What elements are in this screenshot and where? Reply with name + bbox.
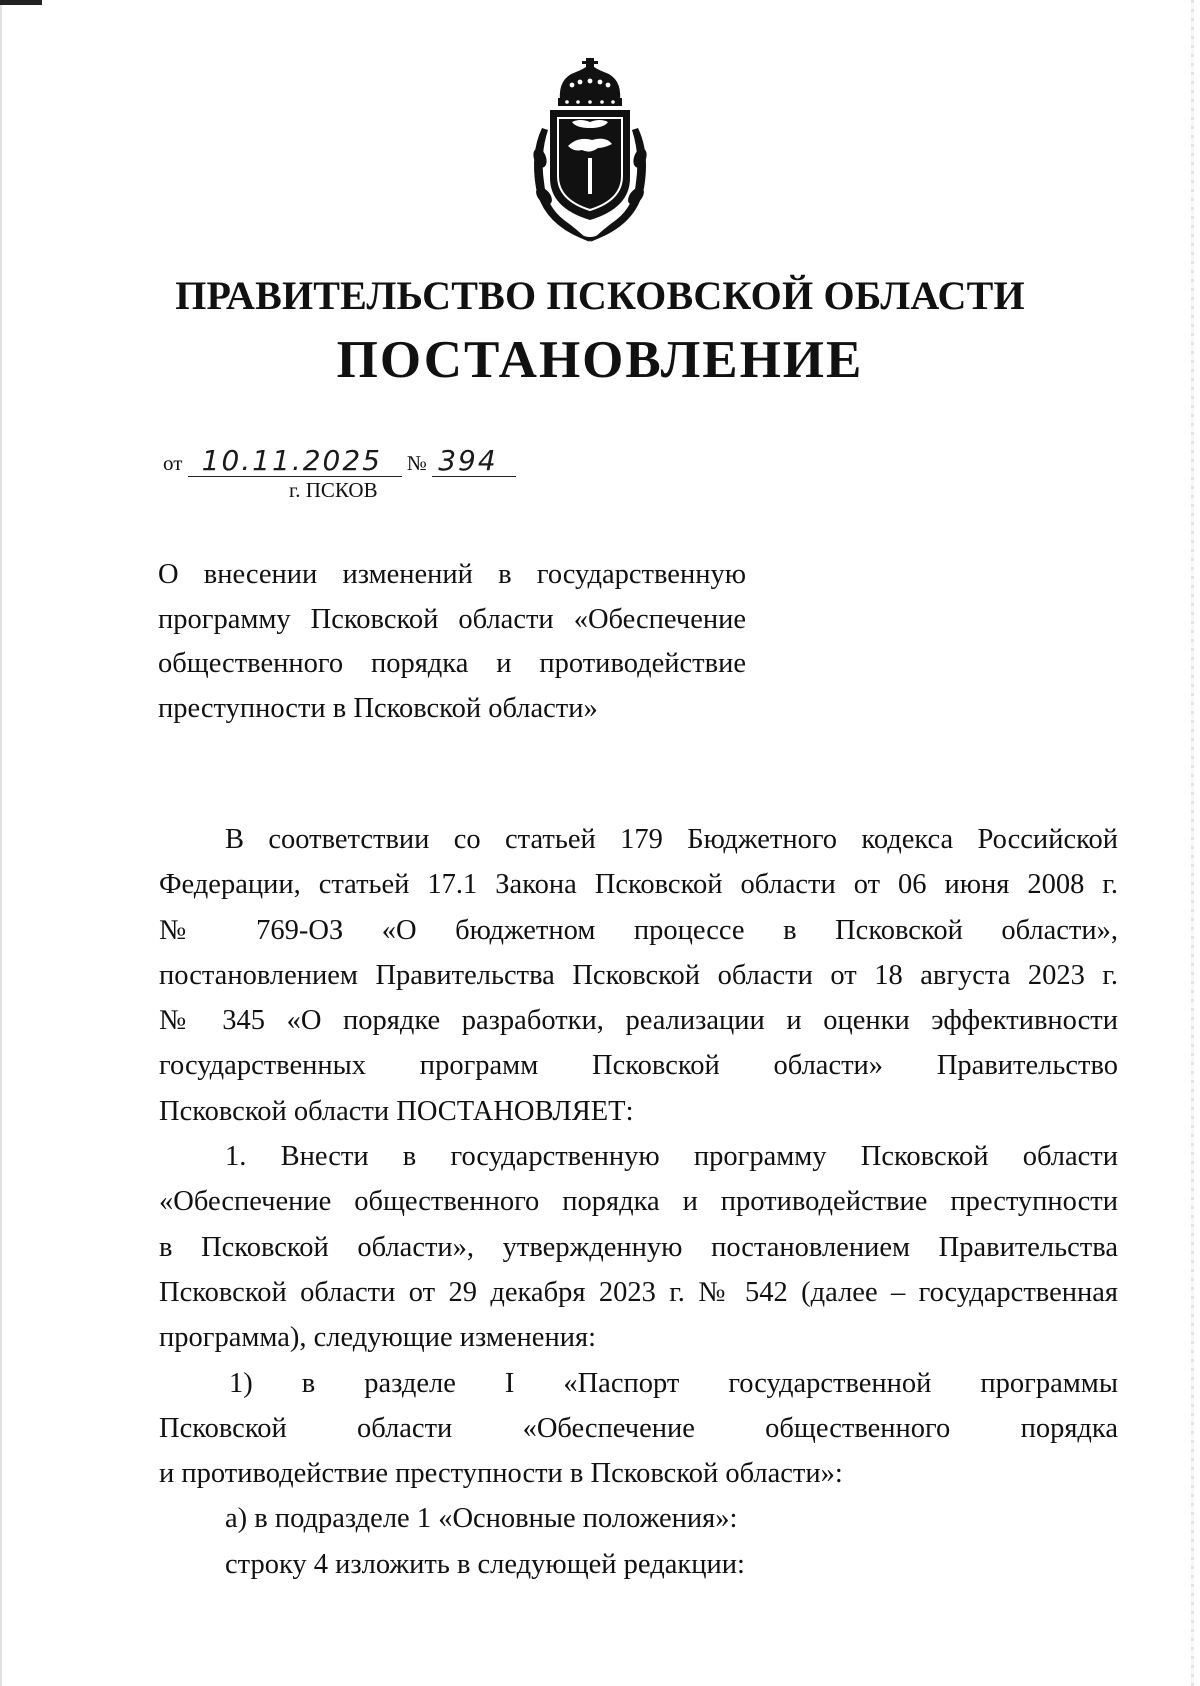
city-label: г. ПСКОВ	[289, 478, 378, 502]
body-line: Псковской области от 29 декабря 2023 г. № 542 (далее – государственная	[159, 1276, 1118, 1308]
coat-of-arms-emblem	[520, 58, 660, 248]
crown-icon	[558, 58, 622, 106]
document-body	[159, 817, 1118, 1587]
subject-line: программу Псковской области «Обеспечение	[158, 603, 746, 635]
body-line: строку 4 изложить в следующей редакции:	[225, 1548, 745, 1580]
number-value: 394	[438, 444, 498, 477]
shield-icon	[550, 110, 630, 220]
body-line: постановлением Правительства Псковской области от 18 августа 2023 г.	[159, 959, 1118, 991]
body-line: В соответствии со статьей 179 Бюджетного кодекса Российской	[225, 824, 1118, 855]
document-subject	[158, 553, 746, 731]
body-line: 1. Внести в государственную программу Псковской области	[225, 1141, 1118, 1173]
body-line: Псковской области «Обеспечение общественного порядка	[159, 1412, 1118, 1444]
body-line: 1) в разделе I «Паспорт государственной программы	[229, 1367, 1118, 1399]
number-field	[432, 444, 516, 477]
number-prefix: №	[406, 451, 427, 475]
body-line: в Псковской области», утвержденную постановлением Правительства	[159, 1231, 1118, 1263]
organization-title: ПРАВИТЕЛЬСТВО ПСКОВСКОЙ ОБЛАСТИ	[175, 273, 1025, 318]
body-line: «Обеспечение общественного порядка и противодействие преступности	[159, 1186, 1118, 1218]
scan-corner-mark	[0, 0, 42, 5]
subject-line: преступности в Псковской области»	[158, 692, 598, 724]
date-value: 10.11.2025	[201, 444, 382, 477]
body-line: № 769-ОЗ «О бюджетном процессе в Псковской области»,	[159, 914, 1118, 946]
body-line: Федерации, статьей 17.1 Закона Псковской области от 06 июня 2008 г.	[159, 869, 1118, 901]
subject-line: общественного порядка и противодействие	[158, 648, 746, 679]
body-line: программа), следующие изменения:	[159, 1322, 596, 1354]
scan-edge-right	[1191, 0, 1194, 1686]
body-line: № 345 «О порядке разработки, реализации и оценки эффективности	[159, 1005, 1118, 1037]
body-line: государственных программ Псковской области» Правительство	[159, 1050, 1118, 1082]
body-line: и противодействие преступности в Псковской области»:	[159, 1458, 843, 1490]
scan-edge-left	[0, 0, 2, 1686]
subject-line: О внесении изменений в государственную	[158, 559, 746, 590]
body-line: Псковской области ПОСТАНОВЛЯЕТ:	[159, 1095, 634, 1127]
body-line: а) в подразделе 1 «Основные положения»:	[225, 1503, 738, 1535]
registration-line	[163, 444, 516, 477]
date-field	[188, 444, 402, 477]
document-type-title: ПОСТАНОВЛЕНИЕ	[336, 331, 864, 389]
date-prefix: от	[163, 451, 183, 475]
